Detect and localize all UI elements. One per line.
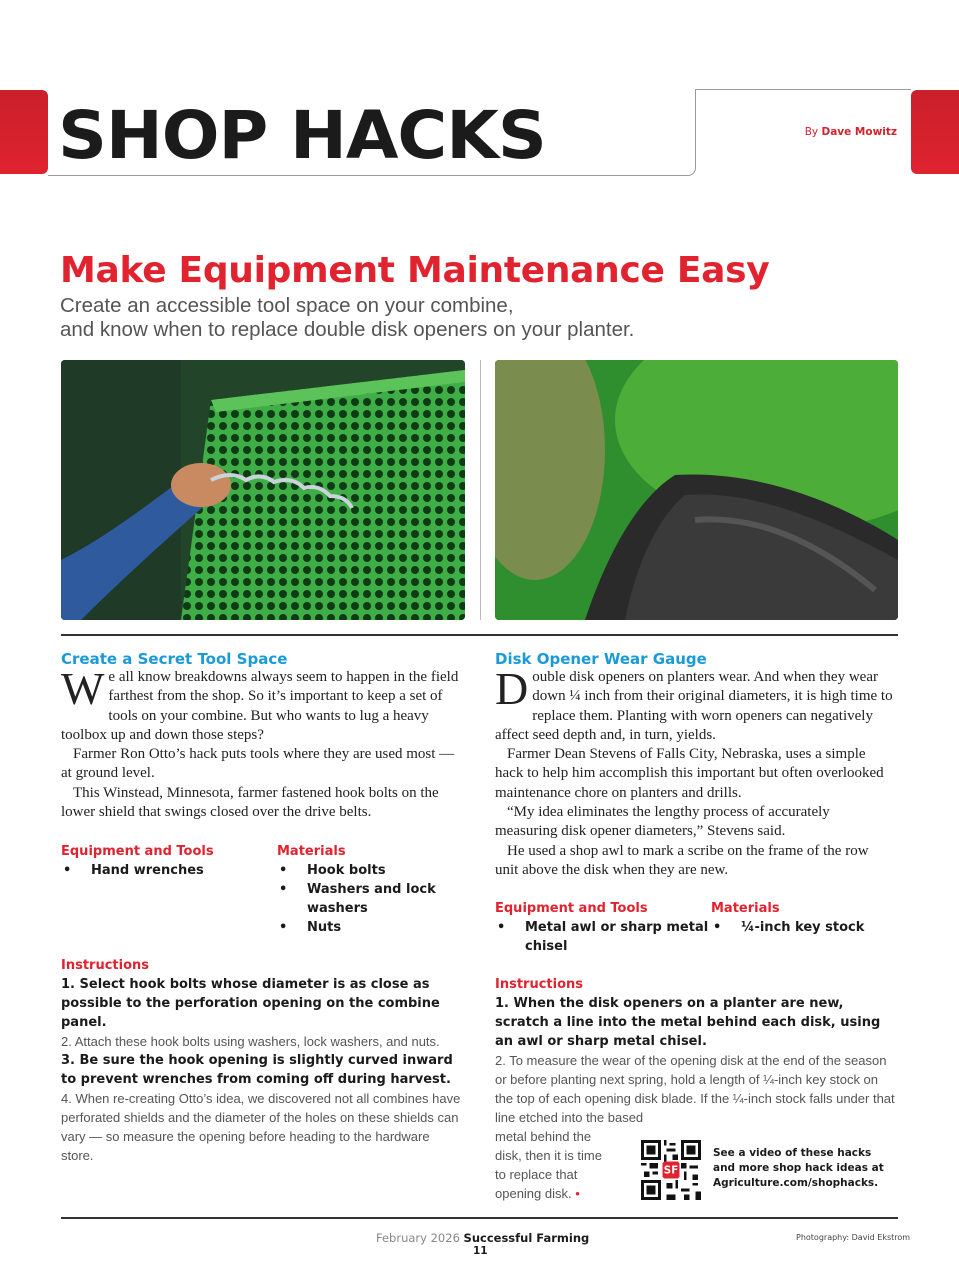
magazine-name: Successful Farming	[463, 1231, 590, 1245]
right-red-tab	[911, 90, 959, 174]
deck-line-2: and know when to replace double disk openers on your planter.	[60, 318, 635, 341]
left-step-4: 4. When re-creating Otto’s idea, we discovered not all combines have perforated shields and the diameter of the holes on these shields can vary — so measure the opening before heading to the hardware store.	[61, 1091, 461, 1164]
right-tools	[495, 899, 711, 956]
right-material-item: • ¼-inch key stock	[711, 918, 895, 937]
right-tools-label: Equipment and Tools	[495, 901, 648, 917]
author-name: Dave Mowitz	[821, 126, 897, 138]
issue-date: February 2026	[376, 1231, 460, 1245]
right-para-2: Farmer Dean Stevens of Falls City, Nebraska, uses a simple hack to help him accomplish this important but often overlooked maintenance chore on planters and drills.	[495, 746, 884, 801]
left-materials-label: Materials	[277, 844, 346, 860]
right-materials-label: Materials	[711, 901, 780, 917]
qr-logo-text: SF	[663, 1164, 679, 1177]
right-step-2-tail-line: disk, then it is time	[495, 1148, 602, 1164]
video-note-line-2: and more shop hack ideas at	[713, 1162, 884, 1174]
left-para-1: e all know breakdowns always seem to happen in the field farthest from the shop. So it’s important to keep a set of tools on your combine. But who wants to lug a heavy toolbox up and down those steps?	[61, 669, 459, 743]
right-instructions-label: Instructions	[495, 977, 584, 993]
right-materials	[711, 899, 895, 956]
right-step-1: 1. When the disk openers on a planter are new, scratch a line into the metal behind each disk, using an awl or sharp metal chisel.	[495, 996, 881, 1050]
photo-disk-opener	[495, 360, 898, 620]
page-number: 11	[473, 1245, 488, 1257]
photo-tool-hooks	[61, 360, 465, 620]
right-column	[495, 650, 895, 1203]
left-tools	[61, 842, 277, 937]
photo-divider	[480, 360, 481, 620]
right-tool-item: • Metal awl or sharp metal chisel	[495, 918, 711, 956]
right-step-2-tail-line	[495, 1184, 635, 1203]
left-instructions	[61, 956, 461, 1165]
left-red-tab	[0, 90, 48, 174]
left-material-item: • Nuts	[277, 918, 461, 937]
right-para-4: He used a shop awl to mark a scribe on the frame of the row unit above the disk when they are new.	[495, 842, 869, 878]
left-step-3: 3. Be sure the hook opening is slightly curved inward to prevent wrenches from coming off during harvest.	[61, 1053, 453, 1088]
right-dropcap: D	[495, 663, 529, 714]
left-step-2: 2. Attach these hook bolts using washers, lock washers, and nuts.	[61, 1034, 440, 1050]
right-step-2-tail-line: metal behind the	[495, 1129, 592, 1145]
right-para-3: “My idea eliminates the lengthy process of accurately measuring disk opener diameters,” Stevens said.	[495, 804, 830, 840]
byline-prefix: By	[804, 126, 819, 138]
left-material-item: • Hook bolts	[277, 861, 461, 880]
left-dropcap: W	[61, 663, 105, 714]
left-para-3: This Winstead, Minnesota, farmer fastened hook bolts on the lower shield that swings closed over the drive belts.	[61, 784, 439, 821]
left-materials	[277, 842, 461, 937]
right-step-2-tail-line: to replace that	[495, 1167, 578, 1183]
top-rule	[61, 634, 898, 636]
left-tool-item: • Hand wrenches	[61, 861, 277, 880]
footer-rule	[61, 1217, 898, 1219]
right-lists	[495, 899, 895, 956]
left-body	[61, 663, 461, 822]
left-tools-label: Equipment and Tools	[61, 844, 214, 860]
deck-line-1: Create an accessible tool space on your combine,	[60, 294, 514, 317]
header-frame-top	[695, 89, 911, 91]
right-title: Disk Opener Wear Gauge	[495, 650, 707, 668]
photo-credit: Photography: David Ekstrom	[796, 1233, 911, 1242]
deck	[60, 294, 880, 342]
headline: Make Equipment Maintenance Easy	[60, 250, 770, 291]
video-note	[713, 1146, 903, 1191]
footer-issue	[376, 1231, 589, 1245]
left-step-1: 1. Select hook bolts whose diameter is as close as possible to the perforation opening on the combine panel.	[61, 977, 440, 1031]
byline	[805, 126, 897, 138]
right-step-2-tail	[495, 1127, 635, 1203]
left-material-item: • Washers and lock washers	[277, 880, 461, 918]
video-note-line-1: See a video of these hacks	[713, 1147, 872, 1159]
right-body	[495, 663, 895, 880]
left-lists	[61, 842, 461, 937]
end-mark: •	[575, 1186, 580, 1202]
qr-code[interactable]	[641, 1140, 701, 1200]
left-column	[61, 650, 461, 1165]
right-step-2-tail-last: opening disk.	[495, 1186, 572, 1202]
right-step-2: 2. To measure the wear of the opening disk at the end of the season or before planting next spring, hold a length of ¼-inch key stock on the top of each opening disk blade. If the ¼-inch stock falls under that line etched into the based	[495, 1053, 895, 1126]
photo-tool-hooks-illustration	[61, 360, 465, 620]
section-title: SHOP HACKS	[58, 97, 546, 174]
photo-disk-opener-illustration	[495, 360, 898, 620]
right-para-1: ouble disk openers on planters wear. And when they wear down ¼ inch from their original diameters, it is high time to replace them. Planting with worn openers can negatively affect seed depth and, in turn, yields.	[495, 669, 893, 743]
video-note-link[interactable]: Agriculture.com/shophacks.	[713, 1177, 879, 1189]
left-instructions-label: Instructions	[61, 958, 150, 974]
left-para-2: Farmer Ron Otto’s hack puts tools where they are used most — at ground level.	[61, 746, 455, 782]
left-title: Create a Secret Tool Space	[61, 650, 288, 668]
